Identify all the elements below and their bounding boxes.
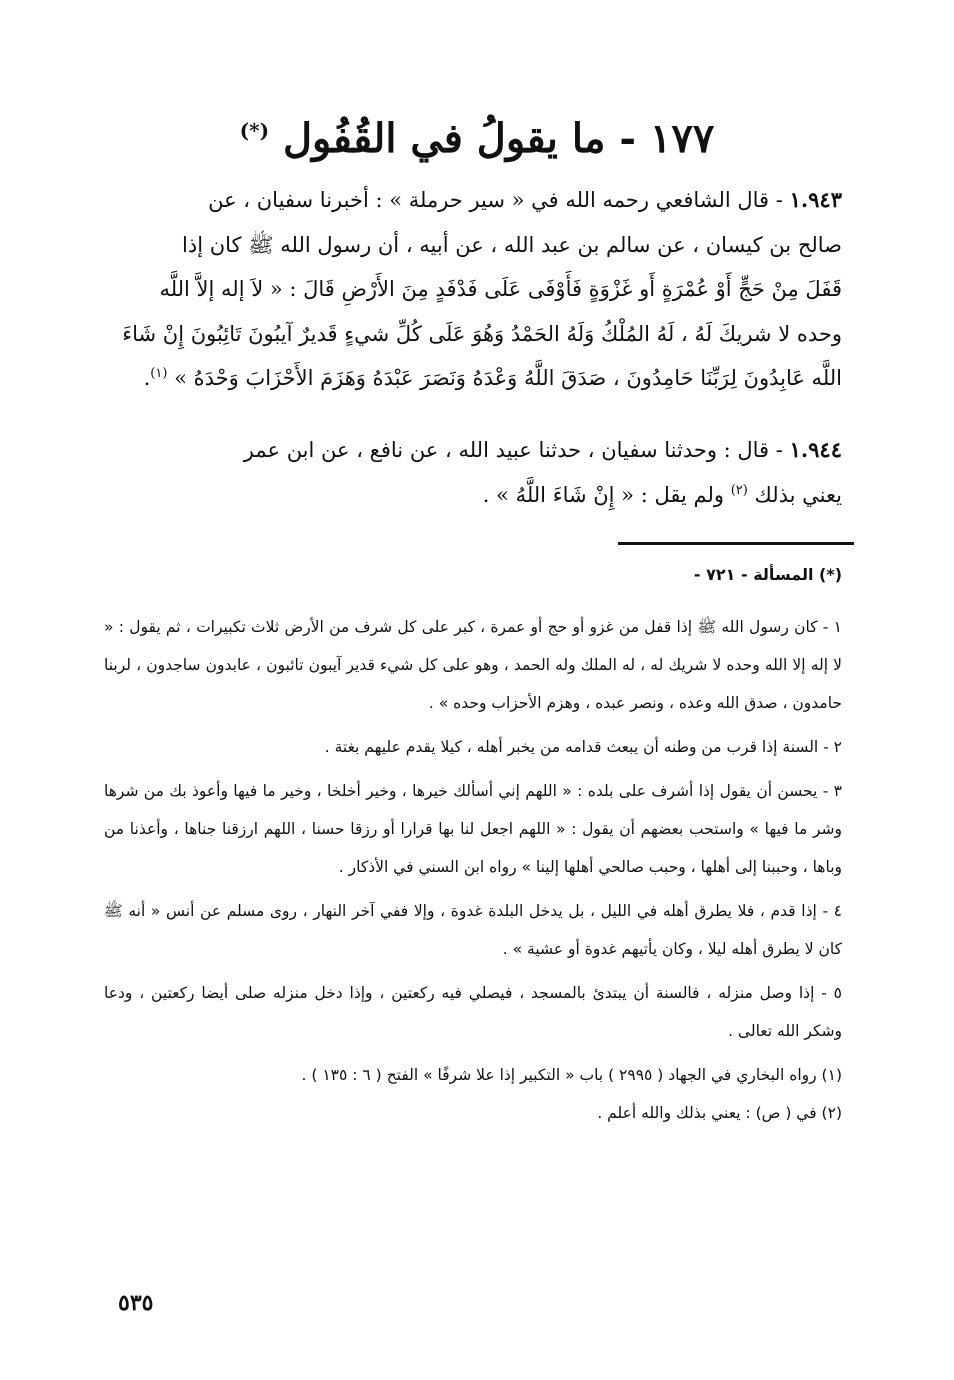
footnote-1: (١) رواه البخاري في الجهاد ( ٢٩٩٥ ) باب « التكبير إذا علا شرفًا » الفتح ( ٦ : ١٣٥ ) . [301, 1066, 842, 1084]
note-5: ٥ - إذا وصل منزله ، فالسنة أن يبتدئ بالمسجد ، فيصلي فيه ركعتين ، وإذا دخل منزله صلى أيضا ركعتين ، ودعا وشكر الله تعالى . [104, 984, 842, 1040]
hadith-943-line-1: ١.٩٤٣ - قال الشافعي رحمه الله في « سير حرملة » : أخبرنا سفيان ، عن [208, 187, 842, 212]
hadith-943-line-2: صالح بن كيسان ، عن سالم بن عبد الله ، عن أبيه ، أن رسول الله ﷺ كان إذا [182, 232, 842, 257]
chapter-title-marker: (*) [239, 118, 270, 143]
footnote-ref-2[interactable]: (٢) [730, 482, 748, 498]
chapter-title-text: ١٧٧ - ما يقولُ في القُفُول [282, 115, 715, 162]
hadith-944-number: ١.٩٤٤ [789, 437, 842, 462]
notes-section [104, 608, 842, 1132]
hadith-944-line-2: يعني بذلك $^{(٢)}$ ولم يقل : « إِنْ شَاءَ اللَّهُ » . [482, 482, 842, 507]
note-4: ٤ - إذا قدم ، فلا يطرق أهله في الليل ، بل يدخل البلدة غدوة ، وإلا ففي آخر النهار ، روى مسلم عن أنس « أنه ﷺ كان لا يطرق أهله ليلا ، وكان يأتيهم غدوة أو عشية » . [104, 902, 842, 958]
hadith-943 [104, 178, 842, 401]
note-3: ٣ - يحسن أن يقول إذا أشرف على بلده : « اللهم إني أسألك خيرها ، وخير أخلخا ، وخير ما فيها وأعوذ بك من شرها وشر ما فيها » واستحب بعضهم أن يقول : « اللهم اجعل لنا بها قرارا أو رزقا حسنا ، اللهم ارزقنا جناها ، وأعذنا من وباها ، وحببنا إلى أهلها ، وحبب صالحي أهلها إلينا » رواه ابن السني في الأذكار . [104, 782, 842, 876]
hadith-943-line-5: اللَّه عَابِدُونَ لِرَبِّنَا حَامِدُونَ ، صَدَقَ اللَّهُ وَعْدَهُ وَنَصَرَ عَبْدَهُ وَهَزَمَ الأَحْزَابَ وَحْدَهُ » $^{(١)}$. [143, 366, 842, 390]
footnote-2: (٢) في ( ص) : يعني بذلك والله أعلم . [597, 1104, 842, 1122]
hadith-943-number: ١.٩٤٣ [789, 187, 842, 212]
chapter-title [0, 115, 954, 163]
hadith-943-line-4: وحده لا شريكَ لَهُ ، لَهُ المُلْكُ وَلَهُ الحَمْدُ وَهُوَ عَلَى كُلِّ شيءٍ قَديرٌ آيبُونَ تَائِبُونَ إِنْ شَاءَ [122, 321, 842, 346]
hadith-943-line-3: قَفَلَ مِنْ حَجٍّ أَوْ عُمْرَةٍ أَو غَزْوَةٍ فَأَوْفَى عَلَى فَدْفَدٍ مِنَ الأَرْضِ قَالَ : « لاَ إله إلاَّ اللَّه [159, 277, 842, 301]
note-2: ٢ - السنة إذا قرب من وطنه أن يبعث قدامه من يخبر أهله ، كيلا يقدم عليهم بغتة . [324, 738, 842, 756]
page-number: ٥٣٥ [118, 1290, 154, 1316]
hadith-944-line-1: ١.٩٤٤ - قال : وحدثنا سفيان ، حدثنا عبيد الله ، عن نافع ، عن ابن عمر [243, 437, 842, 462]
note-1: ١ - كان رسول الله ﷺ إذا قفل من غزو أو حج أو عمرة ، كبر على كل شرف من الأرض ثلاث تكبيرات ، ثم يقول : « لا إله إلا الله وحده لا شريك له ، له الملك وله الحمد ، وهو على كل شيء قدير آيبون تائبون ، عابدون ساجدون ، لربنا حامدون ، صدق الله وعده ، ونصر عبده ، وهزم الأحزاب وحده » . [104, 618, 842, 712]
masala-heading: (*) المسألة - ٧٢١ - [693, 565, 842, 584]
hadith-944 [104, 428, 842, 517]
footnote-separator [618, 542, 854, 545]
footnote-ref-1[interactable]: (١) [150, 366, 168, 381]
